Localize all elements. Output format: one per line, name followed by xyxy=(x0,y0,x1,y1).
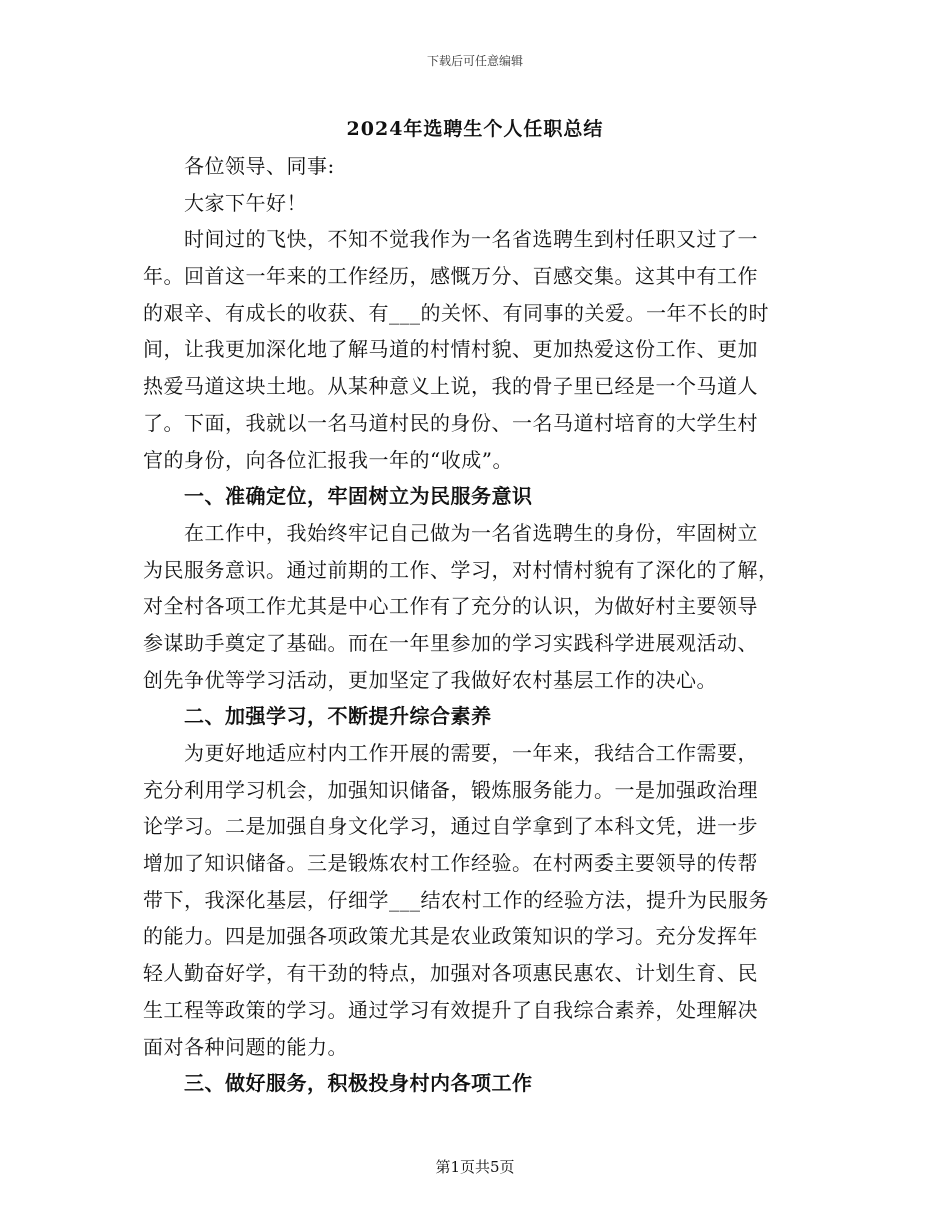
text-line: 面对各种问题的能力。 xyxy=(143,1034,348,1059)
text-line: 增加了知识储备。三是锻炼农村工作经验。在村两委主要领导的传帮 xyxy=(143,851,758,876)
page-footer: 第1页共5页 xyxy=(435,1158,515,1176)
text-line: 为民服务意识。通过前期的工作、学习，对村情村貌有了深化的了解， xyxy=(143,557,779,582)
text-line: 对全村各项工作尤其是中心工作有了充分的认识，为做好村主要领导 xyxy=(143,594,758,619)
text-line: 大家下午好！ xyxy=(184,190,307,215)
header-note: 下载后可任意编辑 xyxy=(426,54,523,68)
section-heading: 三、做好服务，积极投身村内各项工作 xyxy=(184,1071,533,1096)
document-body xyxy=(143,148,807,1102)
text-line: 各位领导、同事: xyxy=(184,154,335,178)
text-line: 为更好地适应村内工作开展的需要，一年来，我结合工作需要， xyxy=(184,741,758,765)
text-line: 年。回首这一年来的工作经历，感慨万分、百感交集。这其中有工作 xyxy=(143,264,758,289)
section-heading: 一、准确定位，牢固树立为民服务意识 xyxy=(184,484,533,509)
document-title: 2024年选聘生个人任职总结 xyxy=(346,118,604,140)
text-line: 时间过的飞快，不知不觉我作为一名省选聘生到村任职又过了一 xyxy=(184,227,758,252)
text-line: 官的身份，向各位汇报我一年的“收成”。 xyxy=(143,447,513,472)
text-line: 热爱马道这块土地。从某种意义上说，我的骨子里已经是一个马道人 xyxy=(143,374,758,399)
text-line: 生工程等政策的学习。通过学习有效提升了自我综合素养，处理解决 xyxy=(143,997,758,1022)
text-line: 创先争优等学习活动，更加坚定了我做好农村基层工作的决心。 xyxy=(143,667,717,692)
text-line: 在工作中，我始终牢记自己做为一名省选聘生的身份，牢固树立 xyxy=(184,520,758,545)
text-line: 带下，我深化基层，仔细学___结农村工作的经验方法，提升为民服务 xyxy=(143,887,769,912)
text-line: 充分利用学习机会，加强知识储备，锻炼服务能力。一是加强政治理 xyxy=(143,777,758,802)
text-line: 参谋助手奠定了基础。而在一年里参加的学习实践科学进展观活动、 xyxy=(143,630,758,655)
text-line: 的艰辛、有成长的收获、有___的关怀、有同事的关爱。一年不长的时 xyxy=(143,300,769,325)
text-line: 间，让我更加深化地了解马道的村情村貌、更加热爱这份工作、更加 xyxy=(143,337,758,362)
section-heading: 二、加强学习，不断提升综合素养 xyxy=(184,704,492,729)
text-line: 了。下面，我就以一名马道村民的身份、一名马道村培育的大学生村 xyxy=(143,410,758,435)
text-line: 的能力。四是加强各项政策尤其是农业政策知识的学习。充分发挥年 xyxy=(143,924,758,949)
text-line: 轻人勤奋好学，有干劲的特点，加强对各项惠民惠农、计划生育、民 xyxy=(143,961,758,986)
text-line: 论学习。二是加强自身文化学习，通过自学拿到了本科文凭，进一步 xyxy=(143,814,758,839)
